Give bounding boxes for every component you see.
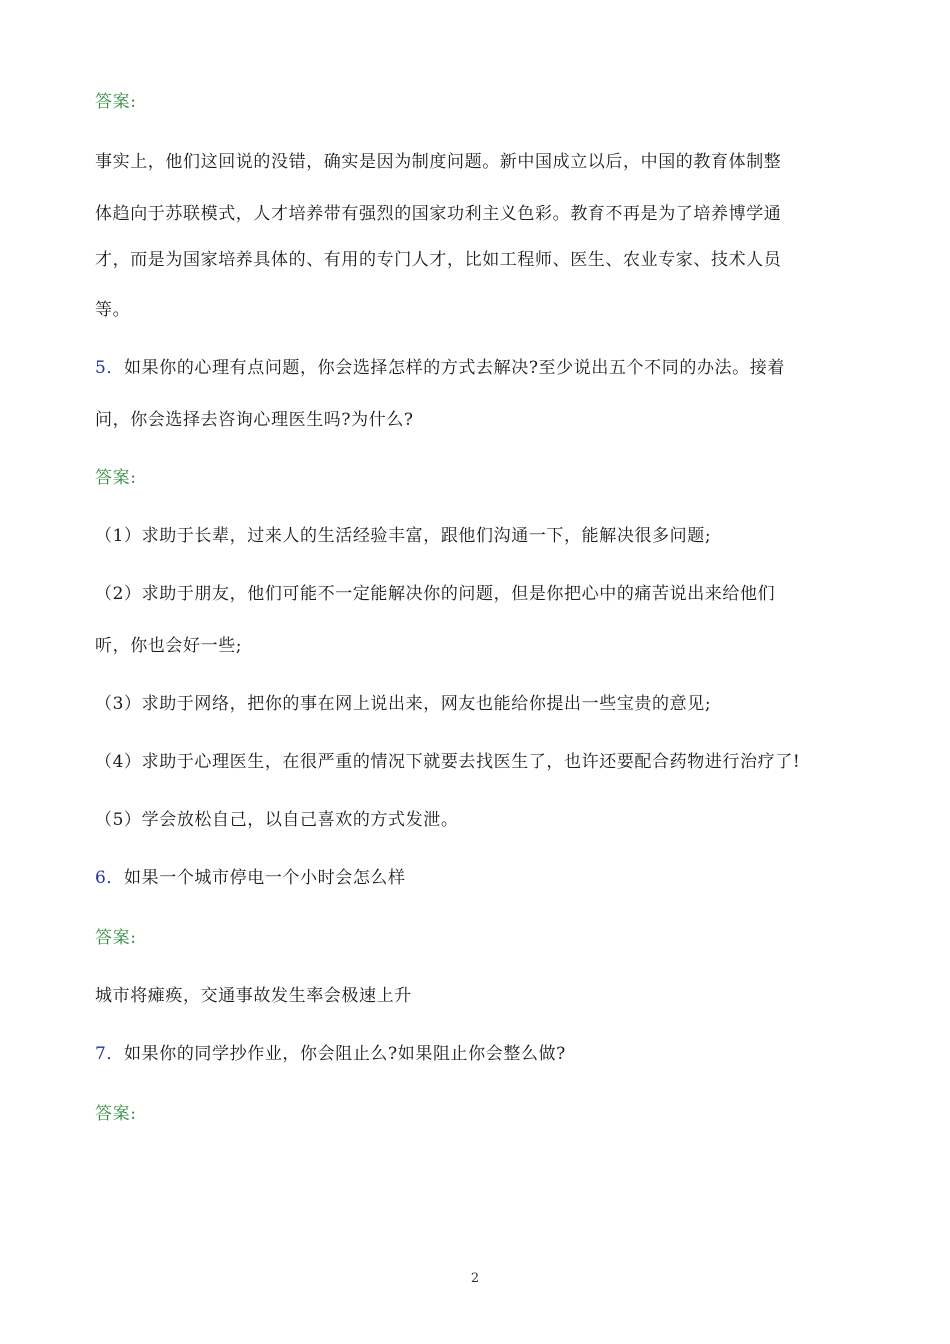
paragraph-line: 体趋向于苏联模式，人才培养带有强烈的国家功利主义色彩。教育不再是为了培养博学通 <box>95 204 782 224</box>
question-5-continued: 问，你会选择去咨询心理医生吗?为什么? <box>95 410 414 430</box>
answer-item-5: （5）学会放松自己，以自己喜欢的方式发泄。 <box>95 810 459 830</box>
question-text: 如果一个城市停电一个小时会怎么样 <box>124 868 406 888</box>
question-5 <box>95 356 865 380</box>
answer-label: 答案: <box>95 92 137 112</box>
answer-item-1: （1）求助于长辈，过来人的生活经验丰富，跟他们沟通一下，能解决很多问题; <box>95 526 712 546</box>
question-7 <box>95 1042 865 1066</box>
answer-label: 答案: <box>95 468 137 488</box>
paragraph-line: 等。 <box>95 300 131 320</box>
answer-item-2: （2）求助于朋友，他们可能不一定能解决你的问题，但是你把心中的痛苦说出来给他们 <box>95 584 776 604</box>
question-number: 6． <box>95 868 125 888</box>
answer-label: 答案: <box>95 928 137 948</box>
answer-item-4: （4）求助于心理医生，在很严重的情况下就要去找医生了，也许还要配合药物进行治疗了! <box>95 752 801 772</box>
question-number: 7． <box>95 1044 125 1064</box>
page-number: 2 <box>470 1271 480 1286</box>
question-6 <box>95 866 865 890</box>
answer-label: 答案: <box>95 1104 137 1124</box>
paragraph-line: 事实上，他们这回说的没错，确实是因为制度问题。新中国成立以后，中国的教育体制整 <box>95 152 782 172</box>
question-text: 如果你的同学抄作业，你会阻止么?如果阻止你会整么做? <box>124 1044 566 1064</box>
question-number: 5． <box>95 358 125 378</box>
answer-item-2-continued: 听，你也会好一些; <box>95 636 243 656</box>
question-text: 如果你的心理有点问题，你会选择怎样的方式去解决?至少说出五个不同的办法。接着 <box>124 358 785 378</box>
answer-text: 城市将瘫痪，交通事故发生率会极速上升 <box>95 986 412 1006</box>
paragraph-line: 才，而是为国家培养具体的、有用的专门人才，比如工程师、医生、农业专家、技术人员 <box>95 250 782 270</box>
answer-item-3: （3）求助于网络，把你的事在网上说出来，网友也能给你提出一些宝贵的意见; <box>95 694 712 714</box>
